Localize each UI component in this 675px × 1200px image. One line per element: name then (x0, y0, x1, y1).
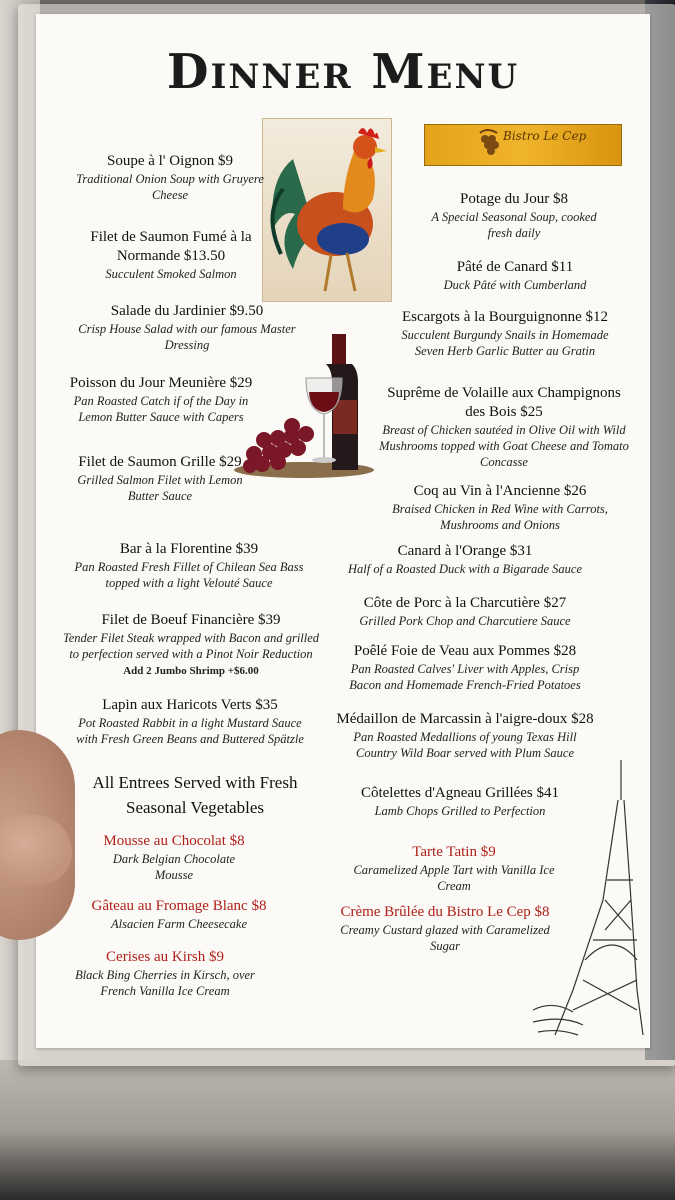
item-description: Pan Roasted Fresh Fillet of Chilean Sea Bass topped with a light Velouté Sauce (74, 560, 304, 590)
menu-item (386, 482, 614, 533)
item-name: Poisson du Jour Meunière $29 (69, 375, 253, 391)
entrees-served-note: All Entrees Served with Fresh Seasonal Vegetables (92, 773, 298, 817)
item-description: Duck Pâté with Cumberland (443, 278, 587, 292)
item-description: Crisp House Salad with our famous Master Dressing (78, 322, 296, 352)
dessert-item (70, 832, 278, 883)
item-description: Grilled Salmon Filet with Lemon Butter Sauce (77, 473, 243, 503)
item-description: A Special Seasonal Soup, cooked fresh daily (431, 210, 597, 240)
item-description: Breast of Chicken sautéed in Olive Oil with Wild Mushrooms topped with Goat Cheese and Tomato Concasse (379, 423, 629, 469)
dessert-name: Tarte Tatin $9 (412, 844, 496, 860)
item-name: Pâté de Canard $11 (456, 259, 574, 275)
menu-item (330, 642, 600, 693)
item-name: Poêlé Foie de Veau aux Pommes $28 (353, 643, 577, 659)
menu-item (386, 308, 624, 359)
item-name: Côtelettes d'Agneau Grillées $41 (360, 785, 560, 801)
dessert-name: Crème Brûlée du Bistro Le Cep $8 (340, 904, 550, 920)
item-name: Potage du Jour $8 (460, 191, 568, 207)
item-name: Coq au Vin à l'Ancienne $26 (413, 483, 587, 499)
menu-item (60, 611, 322, 679)
dessert-description: Creamy Custard glazed with Caramelized Sugar (340, 923, 550, 953)
item-description (60, 630, 322, 679)
item-description-text: Tender Filet Steak wrapped with Bacon and grilled to perfection served with a Pinot Noir Reduction (62, 631, 320, 661)
menu-item (330, 594, 600, 629)
dessert-description: Dark Belgian Chocolate Mousse (112, 852, 236, 882)
item-name: Lapin aux Haricots Verts $35 (102, 697, 278, 713)
dessert-name: Mousse au Chocolat $8 (103, 833, 245, 849)
logo-text: Bistro Le Cep (503, 129, 587, 143)
menu-item (400, 258, 630, 293)
dessert-name: Cerises au Kirsh $9 (106, 949, 224, 965)
item-description: Succulent Smoked Salmon (105, 267, 237, 281)
menu-item (56, 302, 318, 353)
menu-item (378, 384, 630, 470)
rooster-icon (263, 119, 391, 301)
rooster-painting (262, 118, 392, 302)
item-name: Côte de Porc à la Charcutière $27 (363, 595, 567, 611)
item-name: Filet de Saumon Fumé à la Normande $13.50 (90, 229, 252, 264)
dessert-description: Alsacien Farm Cheesecake (110, 917, 248, 931)
item-name: Soupe à l' Oignon $9 (106, 153, 234, 169)
item-description: Traditional Onion Soup with Gruyere Cheese (76, 172, 264, 202)
menu-item (70, 152, 270, 203)
item-name: Canard à l'Orange $31 (397, 543, 533, 559)
menu-item (56, 374, 266, 425)
item-description: Pan Roasted Calves' Liver with Apples, Crisp Bacon and Homemade French-Fried Potatoes (349, 662, 581, 692)
item-name: Escargots à la Bourguignonne $12 (401, 309, 609, 325)
item-description: Pot Roasted Rabbit in a light Mustard Sauce with Fresh Green Beans and Buttered Spätzle (76, 716, 304, 746)
item-description: Succulent Burgundy Snails in Homemade Seven Herb Garlic Butter au Gratin (401, 328, 609, 358)
thumb (0, 815, 72, 885)
menu-item (330, 542, 600, 577)
dessert-name: Gâteau au Fromage Blanc $8 (91, 898, 267, 914)
item-description: Lamb Chops Grilled to Perfection (374, 804, 546, 818)
bistro-logo (424, 124, 622, 166)
dessert-description: Black Bing Cherries in Kirsch, over French Vanilla Ice Cream (75, 968, 255, 998)
dessert-item (60, 948, 270, 999)
menu-item (70, 453, 250, 504)
dessert-item (338, 843, 570, 894)
menu-item (70, 696, 310, 747)
item-name: Filet de Boeuf Financière $39 (101, 612, 281, 628)
table-surface (0, 1060, 675, 1200)
menu-item (340, 784, 580, 819)
dessert-description: Caramelized Apple Tart with Vanilla Ice Cream (353, 863, 555, 893)
item-description: Pan Roasted Catch if of the Day in Lemon Butter Sauce with Capers (73, 394, 249, 424)
item-description: Pan Roasted Medallions of young Texas Hill Country Wild Boar served with Plum Sauce (353, 730, 577, 760)
menu-title: Dinner Menu (166, 44, 520, 100)
item-name: Bar à la Florentine $39 (119, 541, 259, 557)
item-name: Salade du Jardinier $9.50 (110, 303, 264, 319)
item-description: Half of a Roasted Duck with a Bigarade Sauce (348, 562, 582, 576)
dessert-item (310, 903, 580, 954)
item-description: Grilled Pork Chop and Charcutiere Sauce (359, 614, 571, 628)
add-on-note: Add 2 Jumbo Shrimp +$6.00 (123, 665, 259, 677)
item-name: Suprême de Volaille aux Champignons des Bois $25 (387, 385, 621, 420)
dessert-item (60, 897, 298, 932)
item-description: Braised Chicken in Red Wine with Carrots, Mushrooms and Onions (392, 502, 608, 532)
menu-item (326, 710, 604, 761)
menu-item (60, 540, 318, 591)
menu-item (70, 228, 272, 282)
menu-item (420, 190, 608, 241)
item-name: Médaillon de Marcassin à l'aigre-doux $28 (336, 711, 594, 727)
item-name: Filet de Saumon Grille $29 (78, 454, 242, 470)
